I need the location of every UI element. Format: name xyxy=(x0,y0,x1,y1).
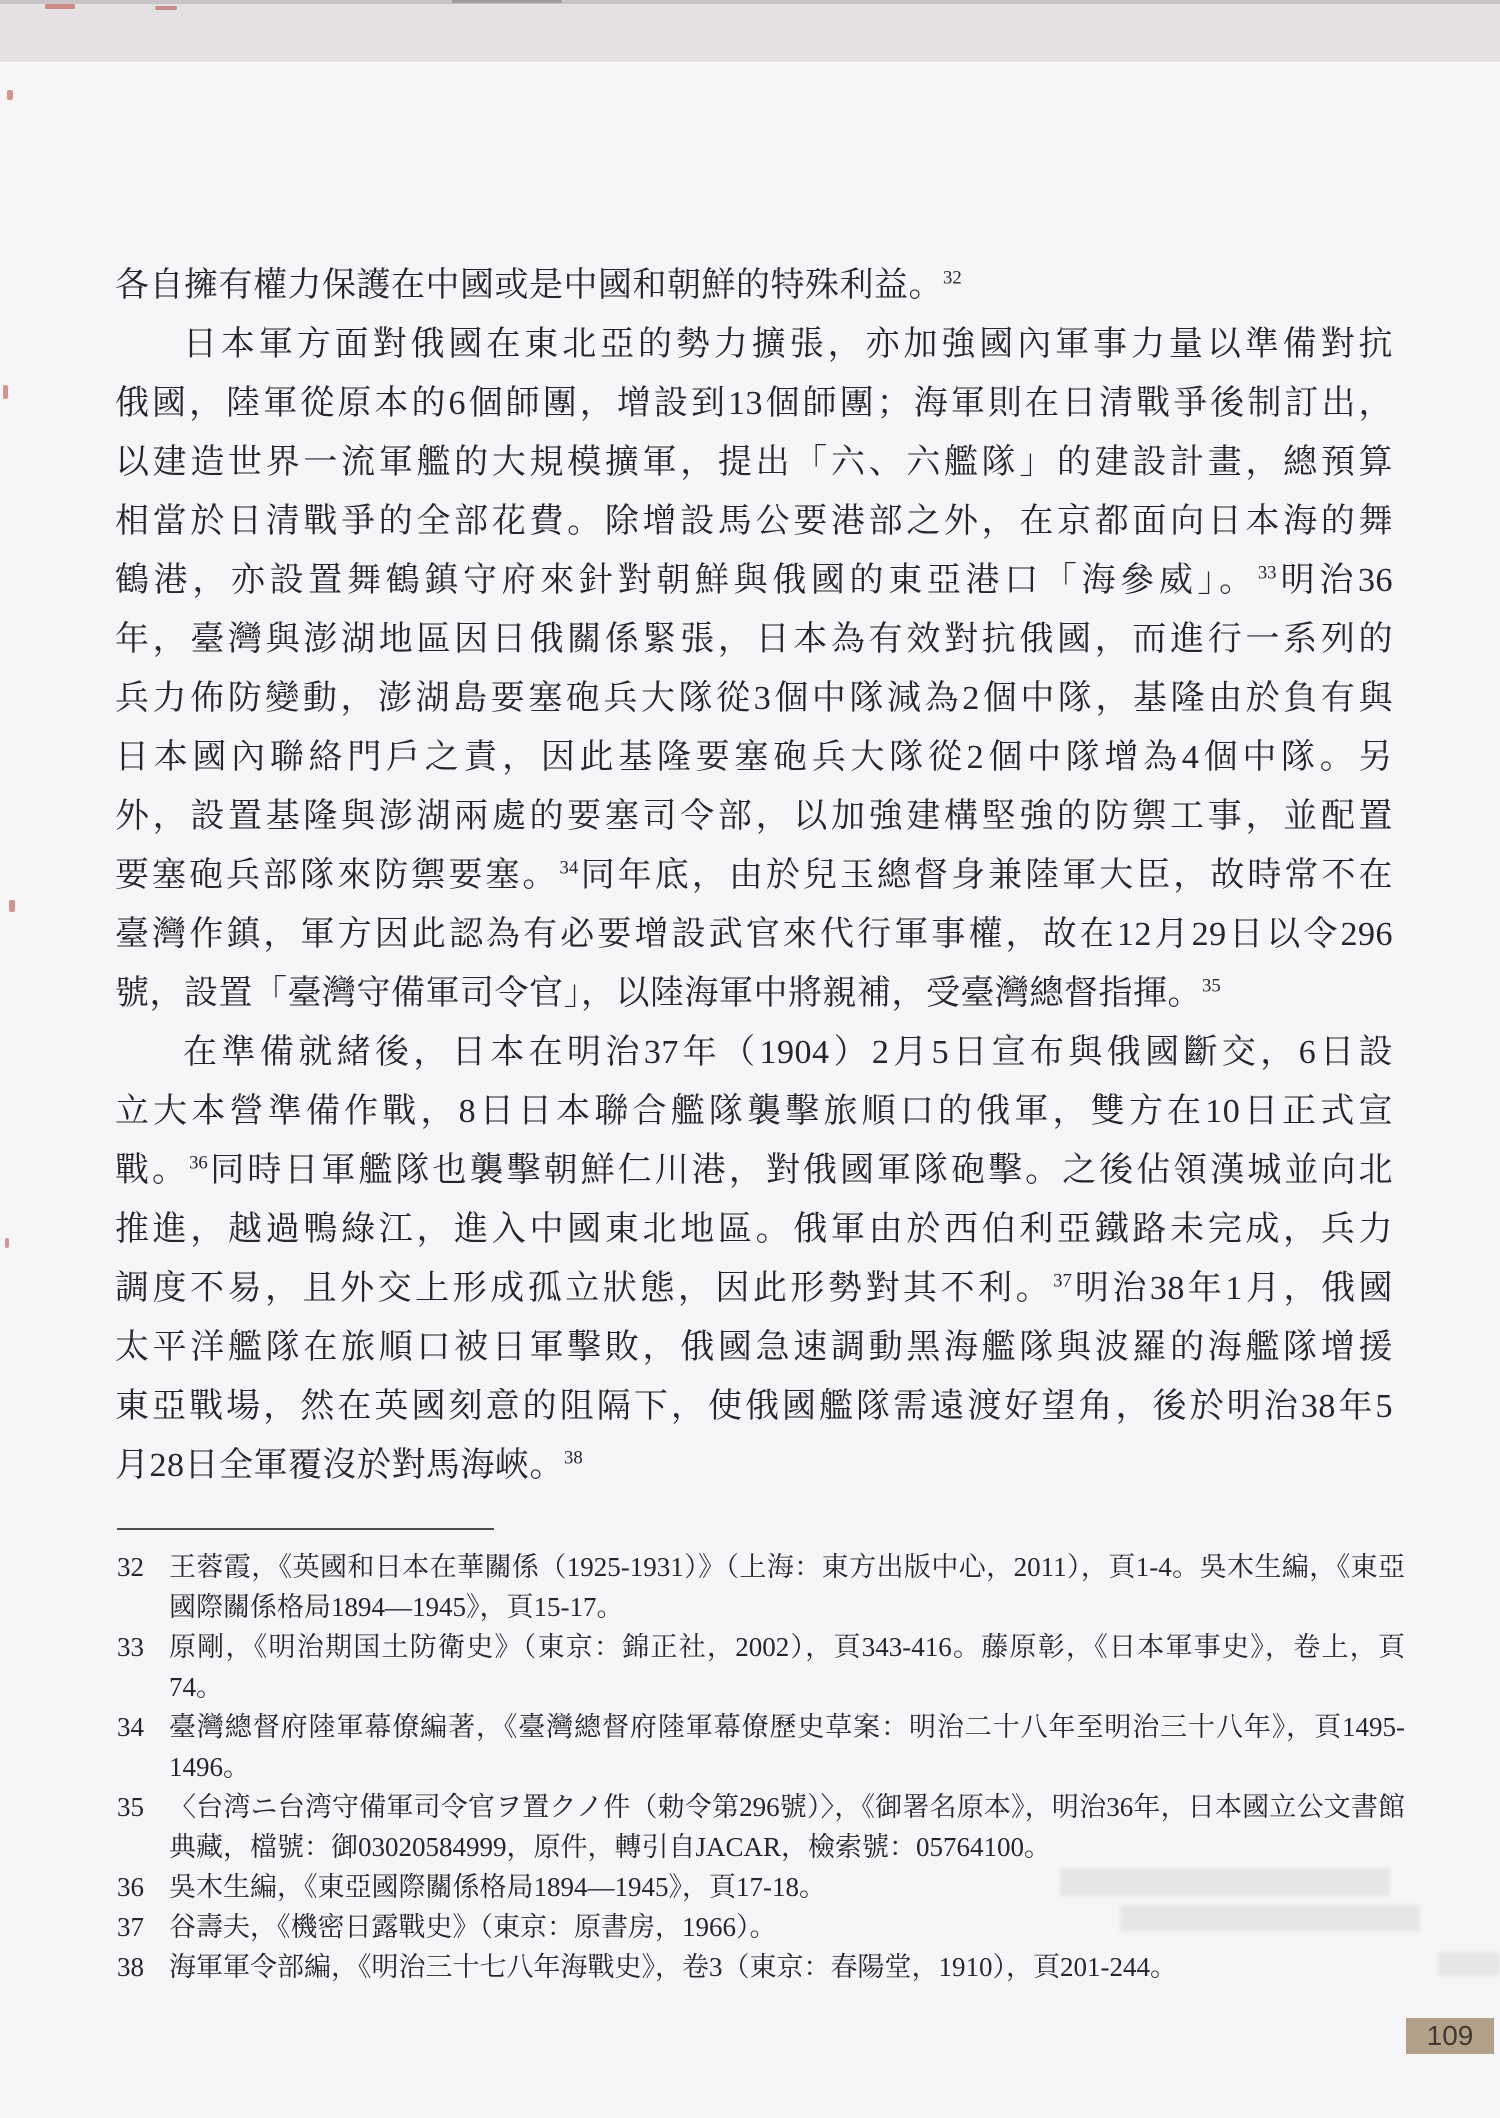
body-line xyxy=(115,846,1393,905)
footnote-text: 原剛，《明治期国土防衛史》（東京：錦正社，2002），頁343-416。藤原彰，《日本軍事史》，卷上，頁74。 xyxy=(169,1632,1405,1702)
scan-speck xyxy=(155,6,177,10)
footnote-ref: 37 xyxy=(1053,1270,1072,1292)
scan-speck xyxy=(5,1238,9,1248)
footnote xyxy=(117,1787,1405,1867)
footnote-number: 35 xyxy=(117,1792,144,1822)
footnote-ref: 32 xyxy=(943,267,962,289)
footnote-ref: 38 xyxy=(564,1447,583,1469)
body-line xyxy=(115,964,1393,1023)
text-segment: 東亞戰場，然在英國刻意的阻隔下，使俄國艦隊需遠渡好望角，後於明治38年5 xyxy=(115,1388,1393,1425)
scan-speck xyxy=(45,4,75,9)
page-number-badge: 109 xyxy=(1406,2018,1494,2054)
body-line xyxy=(115,1141,1393,1200)
footnote-text: 〈台湾ニ台湾守備軍司令官ヲ置クノ件（勅令第296號）〉，《御署名原本》，明治36年，日本國立公文書館典藏，檔號：御03020584999，原件，轉引自JACAR，檢索號：05764100。 xyxy=(169,1792,1405,1862)
body-line xyxy=(115,1200,1393,1259)
body-line xyxy=(115,1082,1393,1141)
footnote xyxy=(117,1867,1405,1907)
text-segment: 臺灣作鎮，軍方因此認為有必要增設武官來代行軍事權，故在12月29日以令296 xyxy=(115,916,1393,953)
body-line xyxy=(115,1436,1393,1495)
footnote xyxy=(117,1707,1405,1787)
body-line xyxy=(115,610,1393,669)
footnote-number: 37 xyxy=(117,1912,144,1942)
footnote-number: 38 xyxy=(117,1952,144,1982)
text-segment: 相當於日清戰爭的全部花費。除增設馬公要港部之外，在京都面向日本海的舞 xyxy=(115,503,1393,540)
footnote-ref: 35 xyxy=(1202,975,1221,997)
footnote-separator xyxy=(117,1528,494,1530)
footnote-ref: 36 xyxy=(189,1152,208,1174)
body-line xyxy=(115,1023,1393,1082)
body-line xyxy=(115,492,1393,551)
text-segment: 年，臺灣與澎湖地區因日俄關係緊張，日本為有效對抗俄國，而進行一系列的 xyxy=(115,621,1393,658)
footnote xyxy=(117,1947,1405,1987)
text-segment: 明治36 xyxy=(1276,562,1393,599)
text-segment: 調度不易，且外交上形成孤立狀態，因此形勢對其不利。 xyxy=(115,1270,1054,1307)
scan-top-edge xyxy=(0,0,1500,4)
text-segment: 兵力佈防變動，澎湖島要塞砲兵大隊從3個中隊減為2個中隊，基隆由於負有與 xyxy=(115,680,1393,717)
footnote-ref: 34 xyxy=(559,857,579,879)
scan-speck xyxy=(9,900,15,912)
body-line xyxy=(115,315,1393,374)
text-segment: 戰。 xyxy=(115,1152,190,1189)
scan-speck xyxy=(7,90,13,100)
body-line xyxy=(115,256,1393,315)
footnote xyxy=(117,1907,1405,1947)
scan-smudge xyxy=(452,0,562,3)
text-segment: 外，設置基隆與澎湖兩處的要塞司令部，以加強建構堅強的防禦工事，並配置 xyxy=(115,798,1393,835)
footnote-text: 吳木生編，《東亞國際關係格局1894—1945》，頁17-18。 xyxy=(169,1872,826,1902)
text-segment: 日本國內聯絡門戶之責，因此基隆要塞砲兵大隊從2個中隊增為4個中隊。另 xyxy=(115,739,1393,776)
text-segment: 要塞砲兵部隊來防禦要塞。 xyxy=(115,857,560,894)
text-segment: 月28日全軍覆沒於對馬海峽。 xyxy=(115,1447,564,1484)
scanner-background-band xyxy=(0,0,1500,62)
page-bleed-through xyxy=(1438,1952,1500,1976)
body-line xyxy=(115,551,1393,610)
text-segment: 同年底，由於兒玉總督身兼陸軍大臣，故時常不在 xyxy=(578,857,1394,894)
text-segment: 日本軍方面對俄國在東北亞的勢力擴張，亦加強國內軍事力量以準備對抗 xyxy=(183,326,1393,363)
body-text-block xyxy=(115,256,1393,1495)
text-segment: 在準備就緒後，日本在明治37年（1904）2月5日宣布與俄國斷交，6日設 xyxy=(183,1034,1393,1071)
footnote-number: 32 xyxy=(117,1552,144,1582)
body-line xyxy=(115,669,1393,728)
footnotes-block xyxy=(117,1547,1405,1987)
footnote-number: 33 xyxy=(117,1632,144,1662)
footnote-text: 海軍軍令部編，《明治三十七八年海戰史》，卷3（東京：春陽堂，1910），頁201-244。 xyxy=(169,1952,1177,1982)
text-segment: 以建造世界一流軍艦的大規模擴軍，提出「六、六艦隊」的建設計畫，總預算 xyxy=(115,444,1393,481)
scan-speck xyxy=(3,385,8,399)
text-segment: 號，設置「臺灣守備軍司令官」，以陸海軍中將親補，受臺灣總督指揮。 xyxy=(115,975,1202,1012)
body-line xyxy=(115,728,1393,787)
text-segment: 同時日軍艦隊也襲擊朝鮮仁川港，對俄國軍隊砲擊。之後佔領漢城並向北 xyxy=(207,1152,1393,1189)
footnote-ref: 33 xyxy=(1257,562,1277,584)
text-segment: 明治38年1月，俄國 xyxy=(1071,1270,1394,1307)
body-line xyxy=(115,1318,1393,1377)
body-line xyxy=(115,1259,1393,1318)
text-segment: 推進，越過鴨綠江，進入中國東北地區。俄軍由於西伯利亞鐵路未完成，兵力 xyxy=(115,1211,1393,1248)
footnote-text: 谷壽夫，《機密日露戰史》（東京：原書房，1966）。 xyxy=(169,1912,777,1942)
footnote-number: 34 xyxy=(117,1712,144,1742)
body-line xyxy=(115,374,1393,433)
footnote xyxy=(117,1547,1405,1627)
footnote xyxy=(117,1627,1405,1707)
text-segment: 俄國，陸軍從原本的6個師團，增設到13個師團；海軍則在日清戰爭後制訂出， xyxy=(115,385,1393,422)
footnote-text: 臺灣總督府陸軍幕僚編著，《臺灣總督府陸軍幕僚歷史草案：明治二十八年至明治三十八年》，頁1495-1496。 xyxy=(169,1712,1405,1782)
footnote-text: 王蓉霞，《英國和日本在華關係（1925-1931）》（上海：東方出版中心，2011），頁1-4。吳木生編，《東亞國際關係格局1894—1945》，頁15-17。 xyxy=(169,1552,1405,1622)
text-segment: 立大本營準備作戰，8日日本聯合艦隊襲擊旅順口的俄軍，雙方在10日正式宣 xyxy=(115,1093,1393,1130)
body-line xyxy=(115,905,1393,964)
body-line xyxy=(115,787,1393,846)
body-line xyxy=(115,433,1393,492)
text-segment: 鶴港，亦設置舞鶴鎮守府來針對朝鮮與俄國的東亞港口「海參威」。 xyxy=(115,562,1258,599)
text-segment: 太平洋艦隊在旅順口被日軍擊敗，俄國急速調動黑海艦隊與波羅的海艦隊增援 xyxy=(115,1329,1393,1366)
footnote-number: 36 xyxy=(117,1872,144,1902)
text-segment: 各自擁有權力保護在中國或是中國和朝鮮的特殊利益。 xyxy=(115,267,943,304)
body-line xyxy=(115,1377,1393,1436)
